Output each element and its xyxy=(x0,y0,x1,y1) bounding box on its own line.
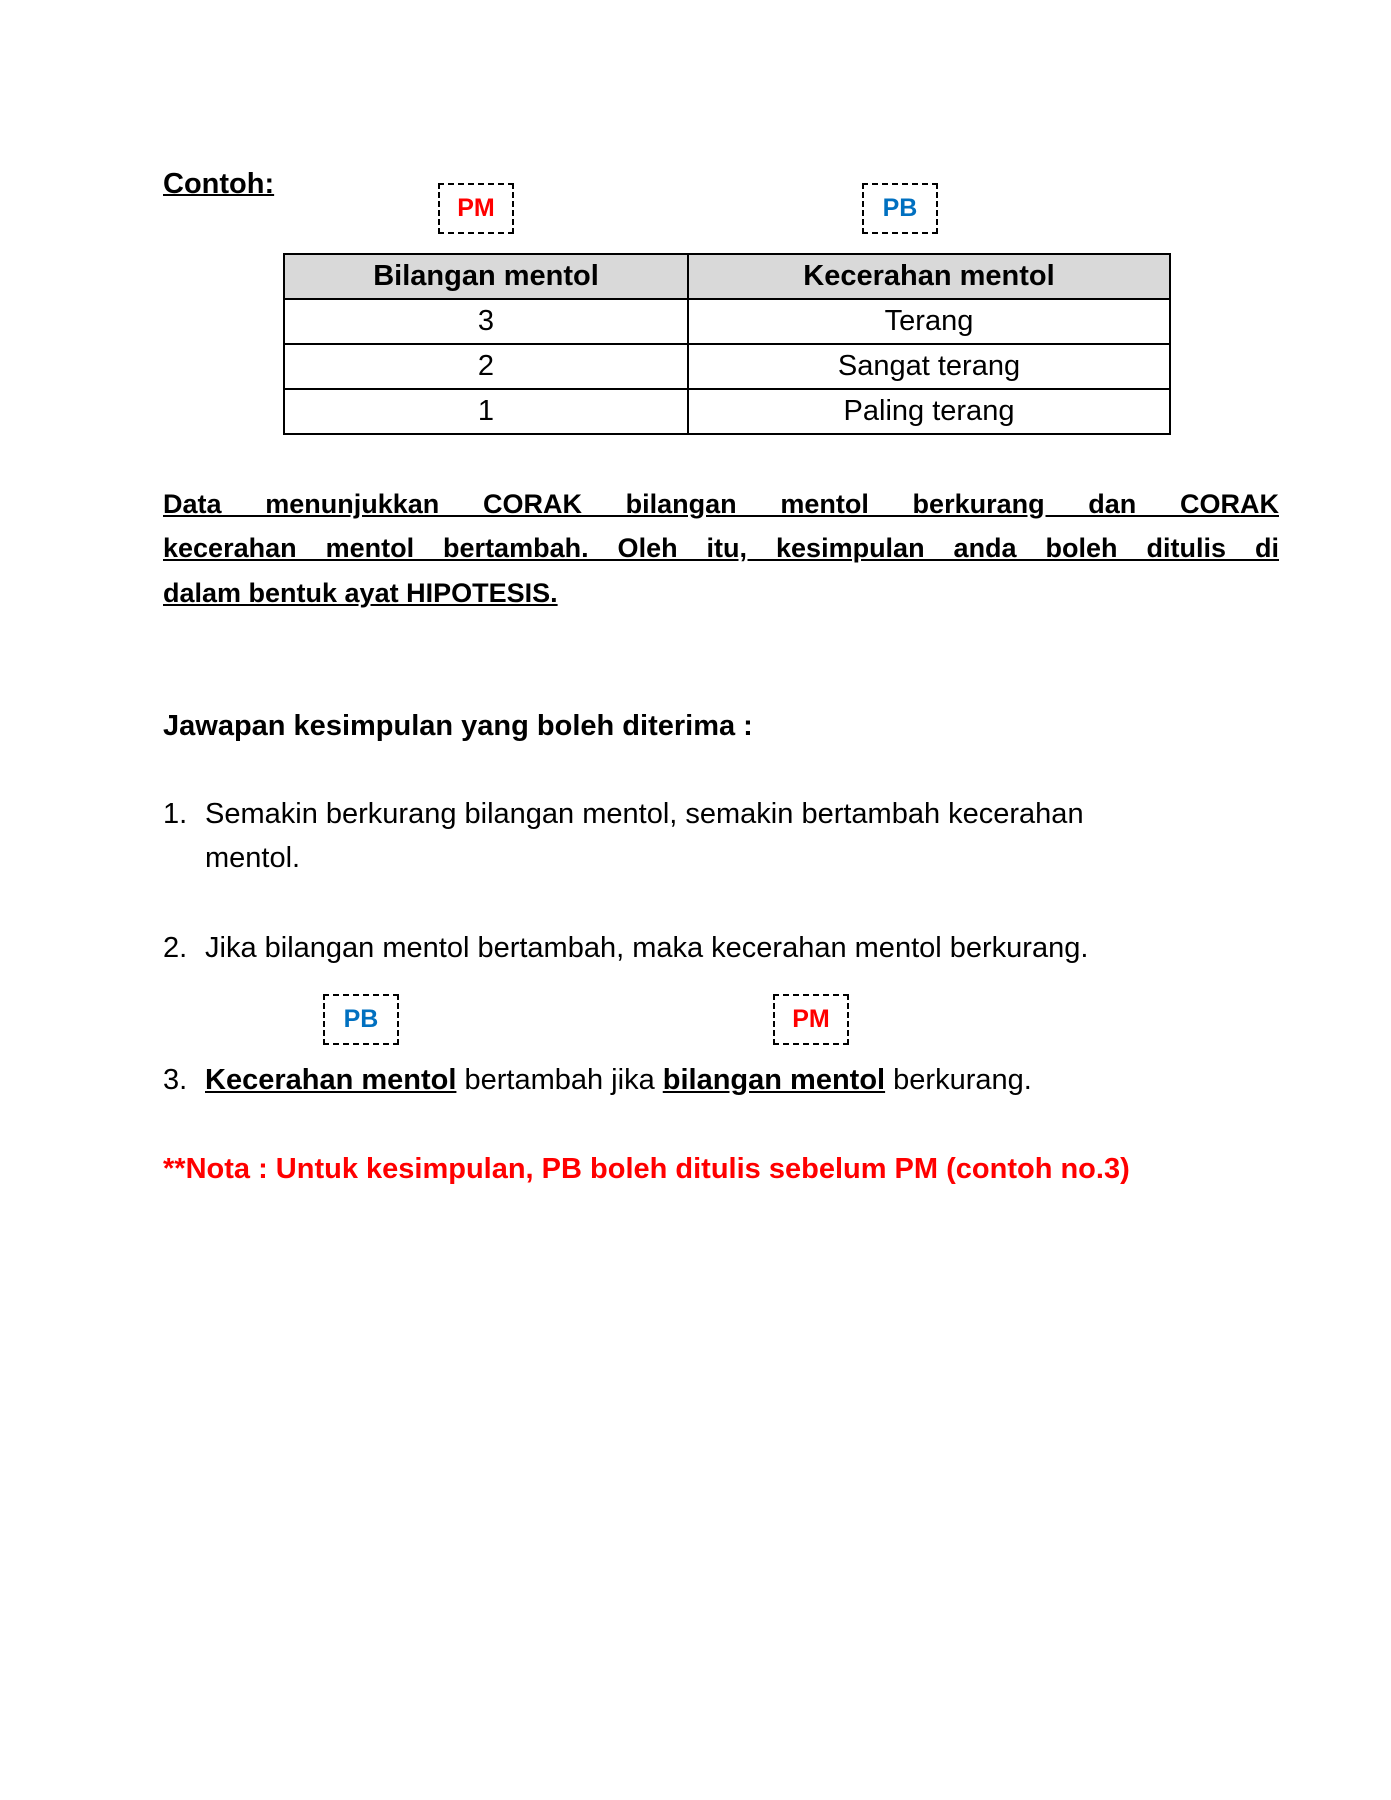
answer-number: 3. xyxy=(163,1064,188,1096)
table-cell: Terang xyxy=(688,299,1170,344)
column-header: Bilangan mentol xyxy=(284,254,688,299)
pb-tag: PB xyxy=(323,994,399,1045)
data-table xyxy=(283,253,1171,435)
table-row xyxy=(284,299,1170,344)
table-cell: 2 xyxy=(284,344,688,389)
table-header-row xyxy=(284,254,1170,299)
answers-heading: Jawapan kesimpulan yang boleh diterima : xyxy=(163,710,753,742)
pm-tag: PM xyxy=(773,994,849,1045)
explanation-line: Data menunjukkan CORAK bilangan mentol berkurang dan CORAK xyxy=(163,489,1279,519)
table-row xyxy=(284,389,1170,434)
pm-phrase: bilangan mentol xyxy=(662,1064,886,1096)
answer-number: 1. xyxy=(163,798,188,830)
answer-1-line: Semakin berkurang bilangan mentol, semakin bertambah kecerahan xyxy=(205,798,1084,830)
answer-2-text: Jika bilangan mentol bertambah, maka kecerahan mentol berkurang. xyxy=(205,932,1089,964)
example-heading: Contoh: xyxy=(163,168,275,200)
table-row xyxy=(284,344,1170,389)
note-text: **Nota : Untuk kesimpulan, PB boleh ditulis sebelum PM (contoh no.3) xyxy=(163,1153,1130,1185)
explanation-line: dalam bentuk ayat HIPOTESIS. xyxy=(163,578,558,608)
table-cell: Paling terang xyxy=(688,389,1170,434)
answer-1-line: mentol. xyxy=(205,842,301,874)
table-cell: 3 xyxy=(284,299,688,344)
answer-3-end: berkurang. xyxy=(885,1064,1032,1096)
answer-number: 2. xyxy=(163,932,188,964)
answer-3-middle: bertambah jika xyxy=(456,1064,663,1096)
column-header: Kecerahan mentol xyxy=(688,254,1170,299)
answer-3-text xyxy=(205,1064,1032,1097)
table-cell: Sangat terang xyxy=(688,344,1170,389)
pb-tag: PB xyxy=(862,183,938,234)
table-cell: 1 xyxy=(284,389,688,434)
pm-tag: PM xyxy=(438,183,514,234)
pb-phrase: Kecerahan mentol xyxy=(205,1064,457,1096)
explanation-line: kecerahan mentol bertambah. Oleh itu, kesimpulan anda boleh ditulis di xyxy=(163,533,1279,563)
